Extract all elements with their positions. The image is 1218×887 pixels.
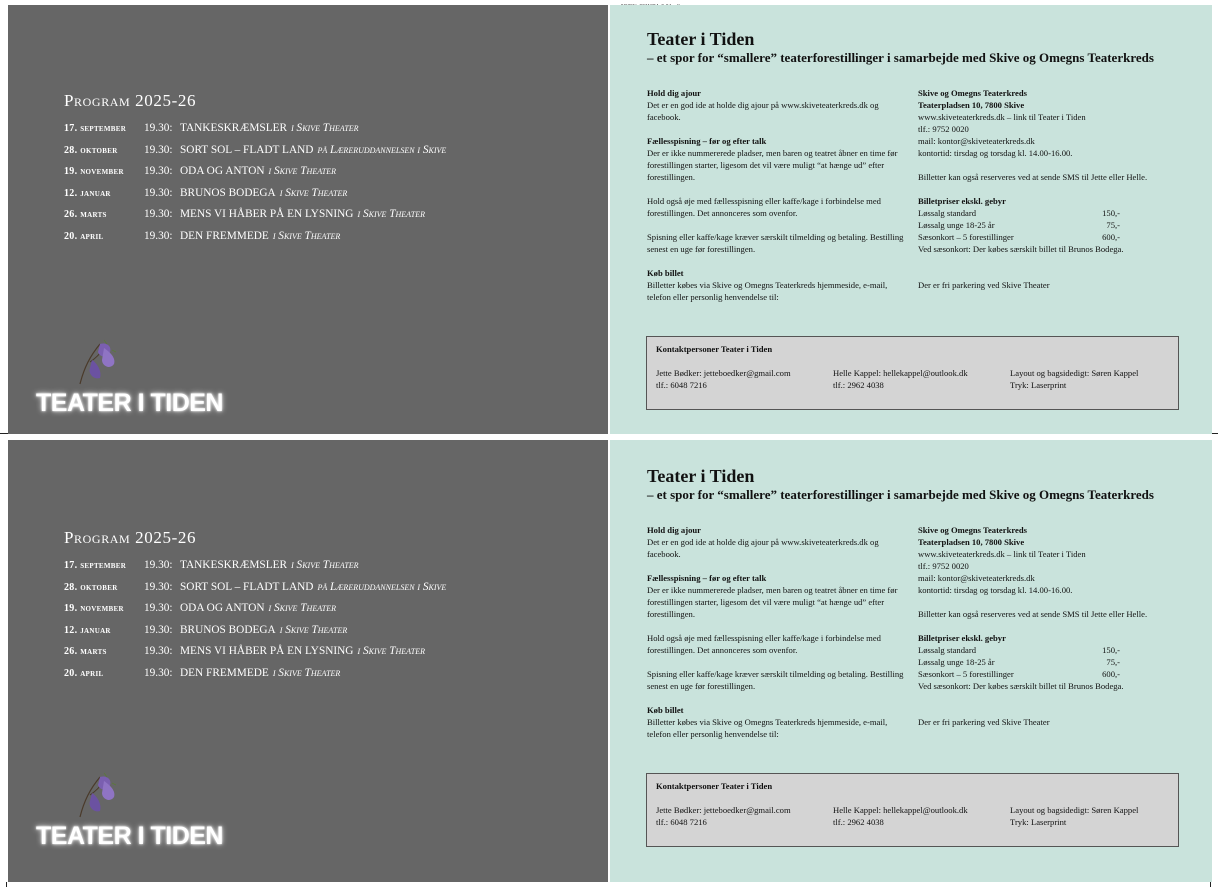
price-row xyxy=(918,656,1183,668)
program-item xyxy=(64,165,446,187)
org-mail: mail: kontor@skiveteaterkreds.dk xyxy=(918,136,1035,146)
price-label: Løssalg unge 18-25 år xyxy=(918,220,995,230)
info-right-column xyxy=(918,87,1183,303)
logo-text: TEATER I TIDEN xyxy=(36,822,223,850)
contact-helle-line2: tlf.: 2962 4038 xyxy=(833,380,884,390)
info-right-column xyxy=(918,524,1183,740)
org-hours: kontortid: tirsdag og torsdag kl. 14.00-16.00. xyxy=(918,148,1073,158)
buy-heading: Køb billet xyxy=(647,705,684,715)
program-show: SORT SOL – FLADT LAND xyxy=(180,143,314,156)
price-row xyxy=(918,644,1183,656)
program-show: TANKESKRÆMSLER xyxy=(180,559,288,571)
price-label: Løssalg standard xyxy=(918,645,976,655)
program-venue: i Skive Theater xyxy=(268,165,337,178)
org-web: www.skiveteaterkreds.dk – link til Teater i Tiden xyxy=(918,549,1086,559)
info-title: Teater i Tiden xyxy=(647,29,755,49)
teater-logo xyxy=(36,771,236,851)
contact-box xyxy=(646,773,1179,847)
program-time: 19.30: xyxy=(144,580,173,593)
contact-helle xyxy=(833,367,968,391)
bellflower-icon xyxy=(74,771,124,819)
info-title: Teater i Tiden xyxy=(647,466,755,486)
program-item xyxy=(64,602,446,624)
price-row xyxy=(918,668,1183,680)
program-time: 19.30: xyxy=(144,143,173,156)
contact-jette xyxy=(656,804,791,828)
program-list xyxy=(64,559,446,689)
spis-heading: Fællesspisning – før og efter talk xyxy=(647,136,767,146)
price-label: Løssalg unge 18-25 år xyxy=(918,657,995,667)
program-show: ODA OG ANTON xyxy=(180,602,265,615)
program-time: 19.30: xyxy=(144,186,173,199)
program-venue: i Skive Theater xyxy=(291,559,359,571)
program-show: BRUNOS BODEGA xyxy=(180,186,276,199)
program-date: 12. januar xyxy=(64,624,111,636)
program-venue: i Skive Theater xyxy=(357,645,425,658)
spis-text3: Spisning eller kaffe/kage kræver særskilt tilmelding og betaling. Bestilling senest en uge før forestillingen. xyxy=(647,669,904,691)
info-left-column xyxy=(647,524,907,752)
program-time: 19.30: xyxy=(144,666,173,679)
hold-text: Det er en god ide at holde dig ajour på www.skiveteaterkreds.dk og facebook. xyxy=(647,537,879,559)
info-panel xyxy=(610,5,1212,434)
contact-jette-line2: tlf.: 6048 7216 xyxy=(656,380,707,390)
sms-text: Billetter kan også reserveres ved at sende SMS til Jette eller Helle. xyxy=(918,609,1148,619)
program-venue: i Skive Theater xyxy=(272,666,341,679)
price-label: Sæsonkort – 5 forestillinger xyxy=(918,669,1014,679)
price-value: 75,- xyxy=(1106,220,1120,230)
contact-jette-line2: tlf.: 6048 7216 xyxy=(656,817,707,827)
price-heading: Billetpriser ekskl. gebyr xyxy=(918,633,1006,643)
program-date: 26. marts xyxy=(64,646,107,658)
price-row xyxy=(918,219,1183,231)
price-label: Sæsonkort – 5 forestillinger xyxy=(918,232,1014,242)
contact-layout-line1: Layout og bagsidedigt: Søren Kappel xyxy=(1010,368,1139,378)
program-venue: i Skive Theater xyxy=(279,186,348,199)
org-address: Teaterpladsen 10, 7800 Skive xyxy=(918,537,1025,547)
info-panel xyxy=(610,440,1212,882)
contact-jette-line1: Jette Bødker: jetteboedker@gmail.com xyxy=(656,805,791,815)
spis-text3: Spisning eller kaffe/kage kræver særskilt tilmelding og betaling. Bestilling senest en uge før forestillingen. xyxy=(647,232,904,254)
program-date: 19. november xyxy=(64,166,124,178)
hold-heading: Hold dig ajour xyxy=(647,525,701,535)
info-subtitle: – et spor for “smallere” teaterforestillinger i samarbejde med Skive og Omegns Teaterkreds xyxy=(647,487,1154,502)
program-item xyxy=(64,667,446,689)
program-panel xyxy=(8,5,608,434)
program-date: 19. november xyxy=(64,603,124,615)
program-show: MENS VI HÅBER PÅ EN LYSNING xyxy=(180,208,354,221)
program-time: 19.30: xyxy=(144,645,173,658)
program-date: 26. marts xyxy=(64,209,107,221)
program-time: 19.30: xyxy=(144,623,173,636)
program-item xyxy=(64,559,446,581)
program-show: MENS VI HÅBER PÅ EN LYSNING xyxy=(180,645,354,658)
price-heading: Billetpriser ekskl. gebyr xyxy=(918,196,1006,206)
info-subtitle: – et spor for “smallere” teaterforestillinger i samarbejde med Skive og Omegns Teaterkreds xyxy=(647,50,1154,65)
program-date: 28. oktober xyxy=(64,144,118,156)
bellflower-icon xyxy=(74,338,124,386)
program-time: 19.30: xyxy=(144,229,173,242)
buy-heading: Køb billet xyxy=(647,268,684,278)
program-time: 19.30: xyxy=(144,559,173,571)
program-show: BRUNOS BODEGA xyxy=(180,623,276,636)
crop-mark xyxy=(0,433,8,434)
program-item xyxy=(64,581,446,603)
spis-heading: Fællesspisning – før og efter talk xyxy=(647,573,767,583)
contact-box xyxy=(646,336,1179,410)
price-value: 600,- xyxy=(1102,232,1120,242)
program-time: 19.30: xyxy=(144,165,173,178)
price-row xyxy=(918,231,1183,243)
program-show: DEN FREMMEDE xyxy=(180,666,269,679)
program-item xyxy=(64,624,446,646)
spis-text: Der er ikke nummererede pladser, men baren og teatret åbner en time før forestillingen starter, ligesom det vil være muligt “at hænge ud” efter forestillingen. xyxy=(647,585,898,619)
program-time: 19.30: xyxy=(144,122,173,134)
price-label: Løssalg standard xyxy=(918,208,976,218)
price-value: 150,- xyxy=(1102,645,1120,655)
program-date: 20. april xyxy=(64,230,104,242)
crop-mark xyxy=(1210,882,1211,887)
contact-jette-line1: Jette Bødker: jetteboedker@gmail.com xyxy=(656,368,791,378)
program-date: 12. januar xyxy=(64,187,111,199)
program-title: Program 2025-26 xyxy=(64,528,197,547)
org-address: Teaterpladsen 10, 7800 Skive xyxy=(918,100,1025,110)
teater-logo xyxy=(36,338,236,418)
org-mail: mail: kontor@skiveteaterkreds.dk xyxy=(918,573,1035,583)
hold-heading: Hold dig ajour xyxy=(647,88,701,98)
org-phone: tlf.: 9752 0020 xyxy=(918,561,969,571)
contact-layout-line2: Tryk: Laserprint xyxy=(1010,380,1067,390)
contact-layout xyxy=(1010,804,1138,828)
program-date: 28. oktober xyxy=(64,581,118,593)
sms-text: Billetter kan også reserveres ved at sende SMS til Jette eller Helle. xyxy=(918,172,1148,182)
contact-jette xyxy=(656,367,791,391)
spis-text: Der er ikke nummererede pladser, men baren og teatret åbner en time før forestillingen starter, ligesom det vil være muligt “at hænge ud” efter forestillingen. xyxy=(647,148,898,182)
org-name: Skive og Omegns Teaterkreds xyxy=(918,88,1027,98)
crop-mark xyxy=(6,882,7,887)
parking-text: Der er fri parkering ved Skive Theater xyxy=(918,280,1050,290)
program-show: SORT SOL – FLADT LAND xyxy=(180,580,314,593)
program-time: 19.30: xyxy=(144,208,173,221)
logo-text: TEATER I TIDEN xyxy=(36,389,223,417)
buy-text: Billetter købes via Skive og Omegns Teaterkreds hjemmeside, e-mail, telefon eller personlig henvendelse til: xyxy=(647,717,888,739)
price-value: 600,- xyxy=(1102,669,1120,679)
info-left-column xyxy=(647,87,907,315)
org-hours: kontortid: tirsdag og torsdag kl. 14.00-16.00. xyxy=(918,585,1073,595)
program-show: TANKESKRÆMSLER xyxy=(180,122,288,134)
contact-layout-line1: Layout og bagsidedigt: Søren Kappel xyxy=(1010,805,1139,815)
program-venue: i Skive Theater xyxy=(279,623,348,636)
contact-helle-line1: Helle Kappel: hellekappel@outlook.dk xyxy=(833,805,968,815)
program-venue: i Skive Theater xyxy=(272,229,341,242)
season-note: Ved sæsonkort: Der købes særskilt billet til Brunos Bodega. xyxy=(918,244,1124,254)
program-show: DEN FREMMEDE xyxy=(180,229,269,242)
program-date: 20. april xyxy=(64,667,104,679)
spis-text2: Hold også øje med fællesspisning eller kaffe/kage i forbindelse med forestillingen. Det annonceres som ovenfor. xyxy=(647,633,881,655)
org-name: Skive og Omegns Teaterkreds xyxy=(918,525,1027,535)
program-item xyxy=(64,230,446,252)
program-time: 19.30: xyxy=(144,602,173,615)
hold-text: Det er en god ide at holde dig ajour på www.skiveteaterkreds.dk og facebook. xyxy=(647,100,879,122)
program-date: 17. september xyxy=(64,123,127,134)
contact-title: Kontaktpersoner Teater i Tiden xyxy=(656,781,773,791)
program-venue: i Skive Theater xyxy=(291,122,359,134)
program-show: ODA OG ANTON xyxy=(180,165,265,178)
program-list xyxy=(64,122,446,252)
org-web: www.skiveteaterkreds.dk – link til Teater i Tiden xyxy=(918,112,1086,122)
season-note: Ved sæsonkort: Der købes særskilt billet til Brunos Bodega. xyxy=(918,681,1124,691)
contact-layout-line2: Tryk: Laserprint xyxy=(1010,817,1067,827)
contact-helle-line2: tlf.: 2962 4038 xyxy=(833,817,884,827)
program-item xyxy=(64,144,446,166)
price-value: 75,- xyxy=(1106,657,1120,667)
program-date: 17. september xyxy=(64,560,127,571)
price-row xyxy=(918,207,1183,219)
program-item xyxy=(64,122,446,144)
buy-text: Billetter købes via Skive og Omegns Teaterkreds hjemmeside, e-mail, telefon eller personlig henvendelse til: xyxy=(647,280,888,302)
org-phone: tlf.: 9752 0020 xyxy=(918,124,969,134)
program-panel xyxy=(8,440,608,882)
price-value: 150,- xyxy=(1102,208,1120,218)
parking-text: Der er fri parkering ved Skive Theater xyxy=(918,717,1050,727)
contact-helle xyxy=(833,804,968,828)
contact-helle-line1: Helle Kappel: hellekappel@outlook.dk xyxy=(833,368,968,378)
program-venue: på Læreruddannelsen i Skive xyxy=(317,143,447,156)
program-venue: i Skive Theater xyxy=(268,602,337,615)
program-item xyxy=(64,187,446,209)
program-item xyxy=(64,645,446,667)
spis-text2: Hold også øje med fællesspisning eller kaffe/kage i forbindelse med forestillingen. Det annonceres som ovenfor. xyxy=(647,196,881,218)
program-title: Program 2025-26 xyxy=(64,91,197,110)
program-venue: i Skive Theater xyxy=(357,208,425,221)
program-item xyxy=(64,208,446,230)
contact-layout xyxy=(1010,367,1138,391)
contact-title: Kontaktpersoner Teater i Tiden xyxy=(656,344,773,354)
program-venue: på Læreruddannelsen i Skive xyxy=(317,580,447,593)
